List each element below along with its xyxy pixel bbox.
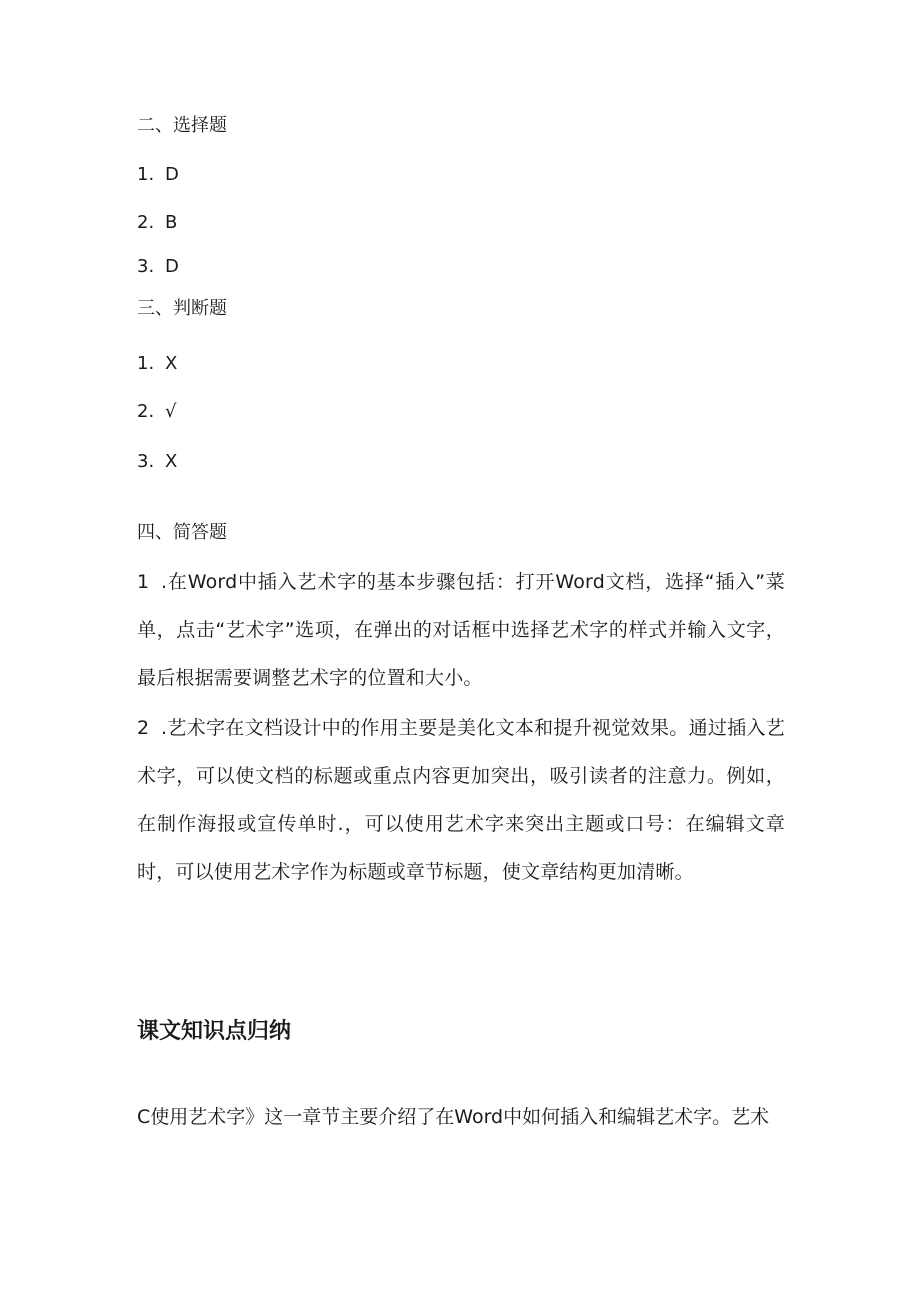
summary-heading: 课文知识点归纳 — [137, 1019, 292, 1044]
item-answer: D — [165, 256, 179, 277]
item-number: 1. — [137, 164, 155, 185]
summary-first-line: C使用艺术字》这一章节主要介绍了在Word中如何插入和编辑艺术字。艺术 — [137, 1106, 770, 1128]
choice-answer-item — [137, 211, 177, 235]
answer-number: 1 — [137, 571, 150, 593]
judgement-answer-item — [137, 400, 176, 424]
section-heading-judgement: 三、判断题 — [137, 298, 227, 319]
item-number: 3. — [137, 256, 155, 277]
item-number: 2. — [137, 401, 155, 422]
choice-answer-item — [137, 163, 179, 187]
answer-text: .艺术字在文档设计中的作用主要是美化文本和提升视觉效果。通过插入艺术字，可以使文档的标题或重点内容更加突出，吸引读者的注意力。例如，在制作海报或宣传单时.，可以使用艺术字来突出主题或口号：在编辑文章时，可以使用艺术字作为标题或章节标题，使文章结构更加清晰。 — [137, 717, 785, 883]
short-answer-paragraph — [137, 704, 785, 896]
short-answer-paragraph — [137, 558, 785, 702]
item-number: 2. — [137, 212, 155, 233]
item-answer: D — [165, 164, 179, 185]
item-answer: B — [165, 212, 178, 233]
answer-number: 2 — [137, 717, 150, 739]
judgement-answer-item — [137, 352, 177, 376]
item-answer: X — [165, 451, 178, 472]
item-number: 3. — [137, 451, 155, 472]
section-heading-short-answer: 四、简答题 — [137, 522, 227, 543]
judgement-answer-item — [137, 450, 177, 474]
item-answer: X — [165, 353, 178, 374]
choice-answer-item — [137, 255, 179, 279]
item-answer: √ — [165, 401, 177, 422]
answer-text: .在Word中插入艺术字的基本步骤包括：打开Word文档，选择“插入”菜单，点击“艺术字”选项，在弹出的对话框中选择艺术字的样式并输入文字，最后根据需要调整艺术字的位置和大小。 — [137, 571, 785, 689]
section-heading-choice: 二、选择题 — [137, 115, 227, 136]
item-number: 1. — [137, 353, 155, 374]
